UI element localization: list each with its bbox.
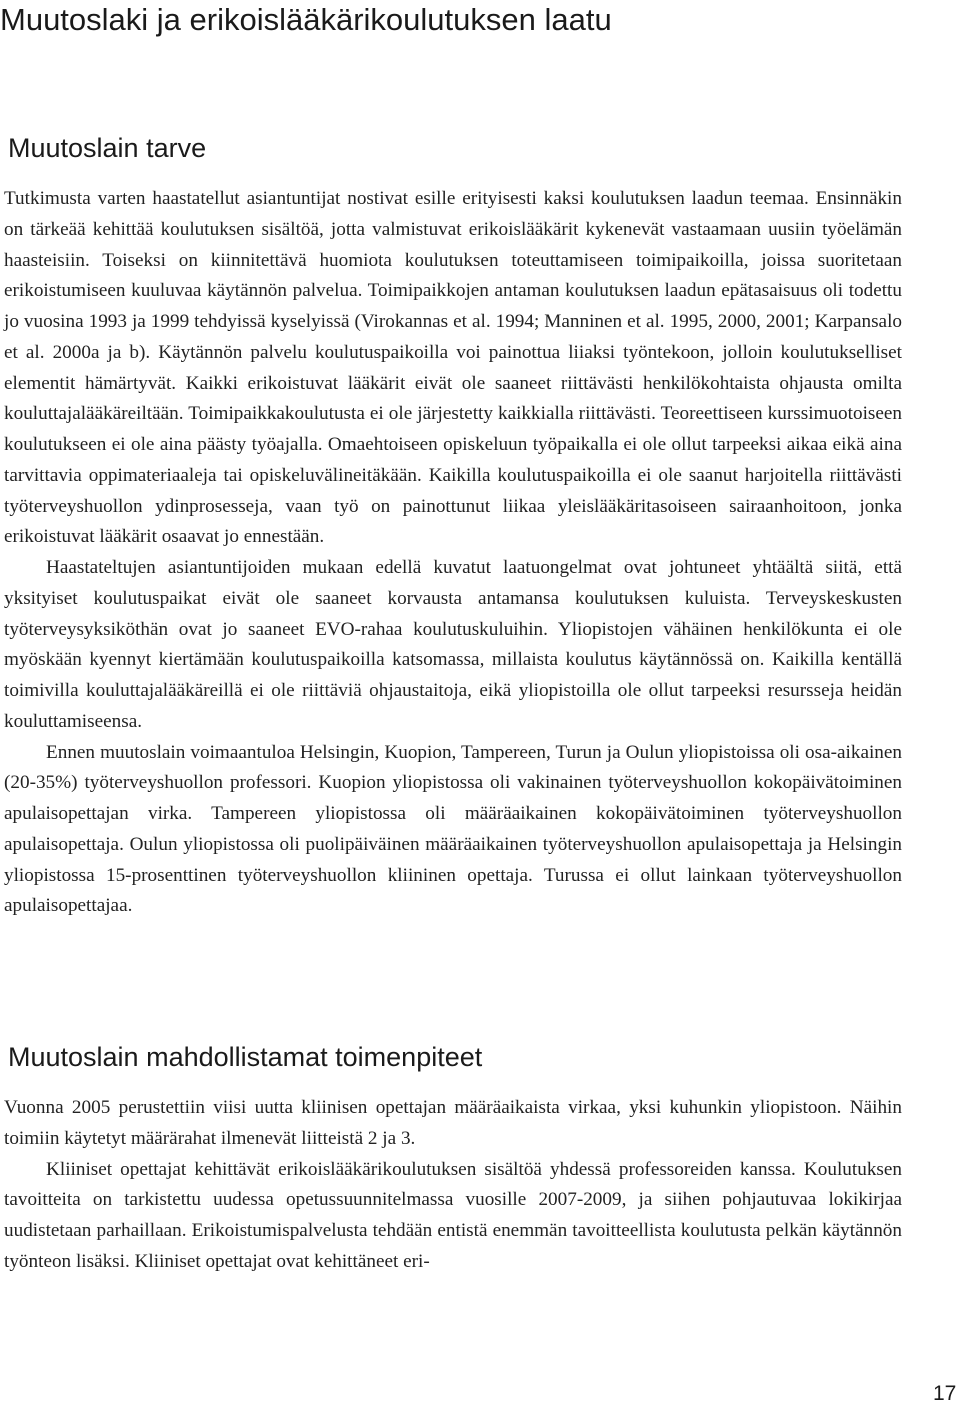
paragraph: Haastateltujen asiantuntijoiden mukaan edellä kuvatut laatuongelmat ovat johtuneet yhtäältä siitä, että yksityiset koulutuspaikat eivät ole saaneet korvausta antamansa koulutuksen kuluista. Terveyskeskusten työterveysyksiköthän ovat jo saaneet EVO-rahaa koulutuskuluihin. Yliopistojen vähäinen henkilökunta ei ole myöskään kyennyt kiertämään koulutuspaikoilla katsomassa, millaista koulutus käytännössä on. Kaikilla kentällä toimivilla kouluttajalääkäreillä ei ole riittäviä ohjaustaitoja, eikä yliopistoilla ole ollut tarpeeksi resursseja heidän kouluttamiseensa. [4,557,902,732]
page-title: Muutoslaki ja erikoislääkärikoulutuksen laatu [0,2,612,37]
paragraph: Tutkimusta varten haastatellut asiantuntijat nostivat esille erityisesti kaksi koulutuksen laadun teemaa. Ensinnäkin on tärkeää kehittää koulutuksen sisältöä, jotta valmistuvat erikoislääkärit kykenevät vastaamaan uusiin työelämän haasteisiin. Toiseksi on kiinnitettävä huomiota koulutuksen toteuttamiseen toimipaikoilla, joissa suoritetaan erikoistumiseen kuuluvaa käytännön palvelua. Toimipaikkojen antaman koulutuksen laadun epätasaisuus oli todettu jo vuosina 1993 ja 1999 tehdyissä kyselyissä (Virokannas et al. 1994; Manninen et al. 1995, 2000, 2001; Karpansalo et al. 2000a ja b). Käytännön palvelu koulutuspaikoilla voi painottua liiaksi työntekoon, jolloin koulutukselliset elementit hämärtyvät. Kaikki erikoistuvat lääkärit eivät ole saaneet riittävästi henkilökohtaista ohjausta omilta kouluttajalääkäreiltään. Toimipaikkakoulutusta ei ole järjestetty kaikkialla riittävästi. Teoreettiseen kurssimuotoiseen koulutukseen ei ole aina päästy työajalla. Omaehtoiseen opiskeluun työpaikalla ei ole ollut tarpeeksi aikaa eikä aina tarvittavia oppimateriaaleja tai opiskeluvälineitäkään. Kaikilla koulutuspaikoilla ei ole saanut harjoitella riittävästi työterveyshuollon ydinprosesseja, vaan työ on painottunut liikaa yleislääkäritasoiseen sairaanhoitoon, jonka erikoistuvat lääkärit osaavat jo ennestään. [4,188,902,548]
paragraph: Kliiniset opettajat kehittävät erikoislääkärikoulutuksen sisältöä yhdessä professoreiden kanssa. Koulutuksen tavoitteita on tarkistettu uudessa opetussuunnitelmassa vuosille 2007-2009, ja siihen pohjautuvaa lokikirjaa uudistetaan parhaillaan. Erikoistumispalvelusta tehdään entistä enemmän tavoitteellista koulutusta pelkän käytännön työnteon lisäksi. Kliiniset opettajat ovat kehittäneet eri- [4,1158,902,1272]
section-body-muutoslain-tarve [4,184,902,922]
paragraph: Ennen muutoslain voimaantuloa Helsingin, Kuopion, Tampereen, Turun ja Oulun yliopistoissa oli osa-aikainen (20-35%) työterveyshuollon professori. Kuopion yliopistossa oli vakinainen työterveyshuollon kokopäivätoiminen apulaisopettajan virka. Tampereen yliopistossa oli määräaikainen kokopäivätoiminen työterveyshuollon apulaisopettaja. Oulun yliopistossa oli puolipäiväinen määräaikainen työterveyshuollon apulaisopettaja ja Helsingin yliopistossa 15-prosenttinen työterveyshuollon kliininen opettaja. Turussa ei ollut lainkaan työterveyshuollon apulaisopettajaa. [4,741,902,917]
paragraph: Vuonna 2005 perustettiin viisi uutta kliinisen opettajan määräaikaista virkaa, yksi kuhunkin yliopistoon. Näihin toimiin käytetyt määrärahat ilmenevät liitteistä 2 ja 3. [4,1097,902,1149]
section-body-toimenpiteet [4,1093,902,1278]
section-heading-toimenpiteet: Muutoslain mahdollistamat toimenpiteet [8,1042,483,1072]
page-number: 17 [933,1382,957,1405]
section-heading-muutoslain-tarve: Muutoslain tarve [8,133,207,163]
